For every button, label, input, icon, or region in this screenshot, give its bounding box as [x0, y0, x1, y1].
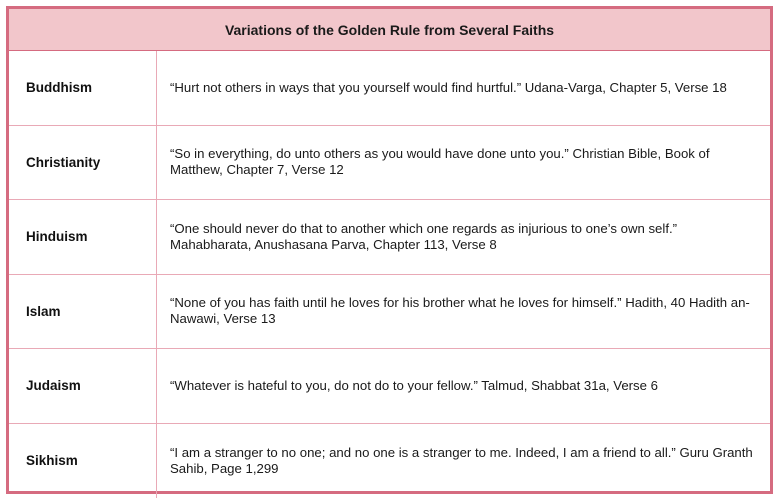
table-row [9, 424, 770, 499]
table-row [9, 200, 770, 275]
faith-quote: “So in everything, do unto others as you would have done unto you.” Christian Bible, Book of Matthew, Chapter 7, Verse 12 [170, 146, 710, 178]
faith-name: Christianity [9, 126, 157, 200]
faith-quote: “One should never do that to another which one regards as injurious to one’s own self.” Mahabharata, Anushasana Parva, Chapter 113, Verse 8 [170, 220, 678, 252]
table-row [9, 51, 770, 126]
faith-name: Buddhism [9, 51, 157, 125]
table-title: Variations of the Golden Rule from Several Faiths [224, 21, 555, 38]
table-row [9, 126, 770, 201]
faith-quote: “Hurt not others in ways that you yourself would find hurtful.” Udana-Varga, Chapter 5, Verse 18 [170, 79, 727, 95]
faith-quote: “Whatever is hateful to you, do not do to your fellow.” Talmud, Shabbat 31a, Verse 6 [170, 377, 658, 393]
table-body [9, 51, 770, 498]
faith-quote: “I am a stranger to no one; and no one is a stranger to me. Indeed, I am a friend to all.” Guru Granth Sahib, Page 1,299 [170, 444, 753, 476]
faith-quote: “None of you has faith until he loves for his brother what he loves for himself.” Hadith, 40 Hadith an-Nawawi, Verse 13 [170, 295, 750, 327]
table-row [9, 275, 770, 350]
faith-name: Hinduism [9, 200, 157, 274]
table-header [9, 9, 770, 51]
faith-name: Judaism [9, 349, 157, 423]
faith-name: Sikhism [9, 424, 157, 499]
golden-rule-table [6, 6, 773, 494]
table-row [9, 349, 770, 424]
faith-name: Islam [9, 275, 157, 349]
